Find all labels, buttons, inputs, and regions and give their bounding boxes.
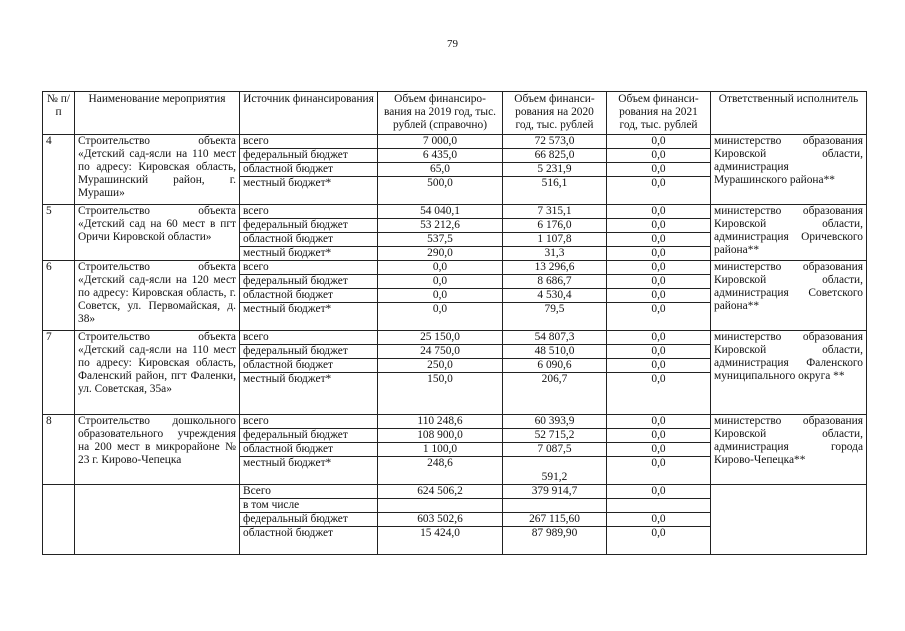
source-label: всего [240, 415, 378, 429]
responsible-executor: министерство образования Кировской области, администрация Фаленского муниципального округа ** [711, 331, 867, 415]
source-label: всего [240, 205, 378, 219]
header-responsible: Ответственный исполнитель [711, 92, 867, 135]
header-volume-2021: Объем финанси-рования на 2021 год, тыс. рублей [607, 92, 711, 135]
header-name: Наименование мероприятия [75, 92, 240, 135]
totals-value-2021: 0,0 [607, 527, 711, 555]
value-2021: 0,0 [607, 205, 711, 219]
source-label: областной бюджет [240, 359, 378, 373]
value-2021: 0,0 [607, 177, 711, 205]
measure-name: Строительство объекта «Детский сад-ясли на 120 мест по адресу: Кировская область, г. Советск, ул. Первомайская, д. 38» [75, 261, 240, 331]
value-2020: 1 107,8 [503, 233, 607, 247]
value-2020: 54 807,3 [503, 331, 607, 345]
row-number: 6 [43, 261, 75, 331]
totals-row [43, 485, 867, 499]
value-2021: 0,0 [607, 149, 711, 163]
totals-label: федеральный бюджет [240, 513, 378, 527]
source-label: областной бюджет [240, 163, 378, 177]
value-2021: 0,0 [607, 163, 711, 177]
value-2021: 0,0 [607, 247, 711, 261]
responsible-executor: министерство образования Кировской области, администрация Мурашинского района** [711, 135, 867, 205]
totals-value-2019 [378, 499, 503, 513]
source-label: всего [240, 135, 378, 149]
value-2020: 52 715,2 [503, 429, 607, 443]
source-label: федеральный бюджет [240, 345, 378, 359]
value-2021: 0,0 [607, 219, 711, 233]
source-label: всего [240, 261, 378, 275]
value-2019: 290,0 [378, 247, 503, 261]
value-2021: 0,0 [607, 289, 711, 303]
value-2021: 0,0 [607, 429, 711, 443]
value-2020: 31,3 [503, 247, 607, 261]
totals-value-2021 [607, 499, 711, 513]
value-2020: 5 231,9 [503, 163, 607, 177]
value-2019: 250,0 [378, 359, 503, 373]
source-label: федеральный бюджет [240, 219, 378, 233]
value-2019: 110 248,6 [378, 415, 503, 429]
value-2020: 72 573,0 [503, 135, 607, 149]
source-label: местный бюджет* [240, 457, 378, 485]
source-label: областной бюджет [240, 289, 378, 303]
totals-label: Всего [240, 485, 378, 499]
value-2021: 0,0 [607, 443, 711, 457]
table-row [43, 331, 867, 345]
measure-name: Строительство объекта «Детский сад-ясли на 110 мест по адресу: Кировская область, Фаленский район, пгт Фаленки, ул. Советская, 35а» [75, 331, 240, 415]
value-2019: 500,0 [378, 177, 503, 205]
value-2019: 6 435,0 [378, 149, 503, 163]
source-label: местный бюджет* [240, 303, 378, 331]
row-number: 7 [43, 331, 75, 415]
measure-name: Строительство объекта «Детский сад на 60 мест в пгт Оричи Кировской области» [75, 205, 240, 261]
value-2019: 0,0 [378, 289, 503, 303]
totals-value-2020: 87 989,90 [503, 527, 607, 555]
value-2021: 0,0 [607, 373, 711, 415]
table-row [43, 415, 867, 429]
value-2020: 7 315,1 [503, 205, 607, 219]
value-2021: 0,0 [607, 415, 711, 429]
financing-table [42, 91, 867, 555]
value-2019: 24 750,0 [378, 345, 503, 359]
totals-value-2021: 0,0 [607, 485, 711, 499]
measure-name: Строительство объекта «Детский сад-ясли на 110 мест по адресу: Кировская область, Мурашинский район, г. Мураши» [75, 135, 240, 205]
source-label: местный бюджет* [240, 247, 378, 261]
value-2020: 6 176,0 [503, 219, 607, 233]
value-2021: 0,0 [607, 135, 711, 149]
totals-value-2020: 379 914,7 [503, 485, 607, 499]
source-label: местный бюджет* [240, 177, 378, 205]
value-2019: 248,6 [378, 457, 503, 485]
value-2021: 0,0 [607, 233, 711, 247]
source-label: федеральный бюджет [240, 429, 378, 443]
source-label: областной бюджет [240, 443, 378, 457]
value-2020: 6 090,6 [503, 359, 607, 373]
value-2019: 53 212,6 [378, 219, 503, 233]
source-label: областной бюджет [240, 233, 378, 247]
value-2019: 54 040,1 [378, 205, 503, 219]
value-2021: 0,0 [607, 275, 711, 289]
totals-empty-responsible [711, 485, 867, 555]
responsible-executor: министерство образования Кировской области, администрация Оричевского района** [711, 205, 867, 261]
value-2019: 0,0 [378, 275, 503, 289]
value-2021: 0,0 [607, 303, 711, 331]
value-2019: 65,0 [378, 163, 503, 177]
value-2020: 60 393,9 [503, 415, 607, 429]
totals-value-2020: 267 115,60 [503, 513, 607, 527]
source-label: всего [240, 331, 378, 345]
totals-empty-name [75, 485, 240, 555]
header-source: Источник финансирования [240, 92, 378, 135]
value-2019: 7 000,0 [378, 135, 503, 149]
table-row [43, 261, 867, 275]
totals-value-2021: 0,0 [607, 513, 711, 527]
value-2019: 25 150,0 [378, 331, 503, 345]
value-2020: 7 087,5 [503, 443, 607, 457]
value-2020: 516,1 [503, 177, 607, 205]
totals-label: областной бюджет [240, 527, 378, 555]
table-row [43, 135, 867, 149]
source-label: местный бюджет* [240, 373, 378, 415]
value-2021: 0,0 [607, 345, 711, 359]
totals-value-2019: 603 502,6 [378, 513, 503, 527]
value-2019: 0,0 [378, 261, 503, 275]
table-header-row [43, 92, 867, 135]
value-2020: 13 296,6 [503, 261, 607, 275]
totals-value-2020 [503, 499, 607, 513]
value-2019: 1 100,0 [378, 443, 503, 457]
totals-label: в том числе [240, 499, 378, 513]
totals-value-2019: 15 424,0 [378, 527, 503, 555]
header-volume-2020: Объем финанси-рования на 2020 год, тыс. рублей [503, 92, 607, 135]
value-2020: 4 530,4 [503, 289, 607, 303]
responsible-executor: министерство образования Кировской области, администрация Советского района** [711, 261, 867, 331]
header-volume-2019: Объем финансиро-вания на 2019 год, тыс. рублей (справочно) [378, 92, 503, 135]
value-2019: 150,0 [378, 373, 503, 415]
value-2019: 537,5 [378, 233, 503, 247]
value-2020: 48 510,0 [503, 345, 607, 359]
value-2021: 0,0 [607, 261, 711, 275]
source-label: федеральный бюджет [240, 275, 378, 289]
totals-empty-no [43, 485, 75, 555]
responsible-executor: министерство образования Кировской области, администрация города Кирово-Чепецка** [711, 415, 867, 485]
value-2020: 79,5 [503, 303, 607, 331]
source-label: федеральный бюджет [240, 149, 378, 163]
value-2021: 0,0 [607, 359, 711, 373]
table-row [43, 205, 867, 219]
row-number: 5 [43, 205, 75, 261]
value-2020: 591,2 [503, 457, 607, 485]
row-number: 8 [43, 415, 75, 485]
header-no: № п/п [43, 92, 75, 135]
page-number: 79 [447, 38, 458, 50]
value-2020: 8 686,7 [503, 275, 607, 289]
value-2019: 0,0 [378, 303, 503, 331]
value-2020: 66 825,0 [503, 149, 607, 163]
measure-name: Строительство дошкольного образовательного учреждения на 200 мест в микрорайоне № 23 г. Кирово-Чепецка [75, 415, 240, 485]
value-2021: 0,0 [607, 457, 711, 485]
value-2020: 206,7 [503, 373, 607, 415]
value-2019: 108 900,0 [378, 429, 503, 443]
value-2021: 0,0 [607, 331, 711, 345]
totals-value-2019: 624 506,2 [378, 485, 503, 499]
row-number: 4 [43, 135, 75, 205]
